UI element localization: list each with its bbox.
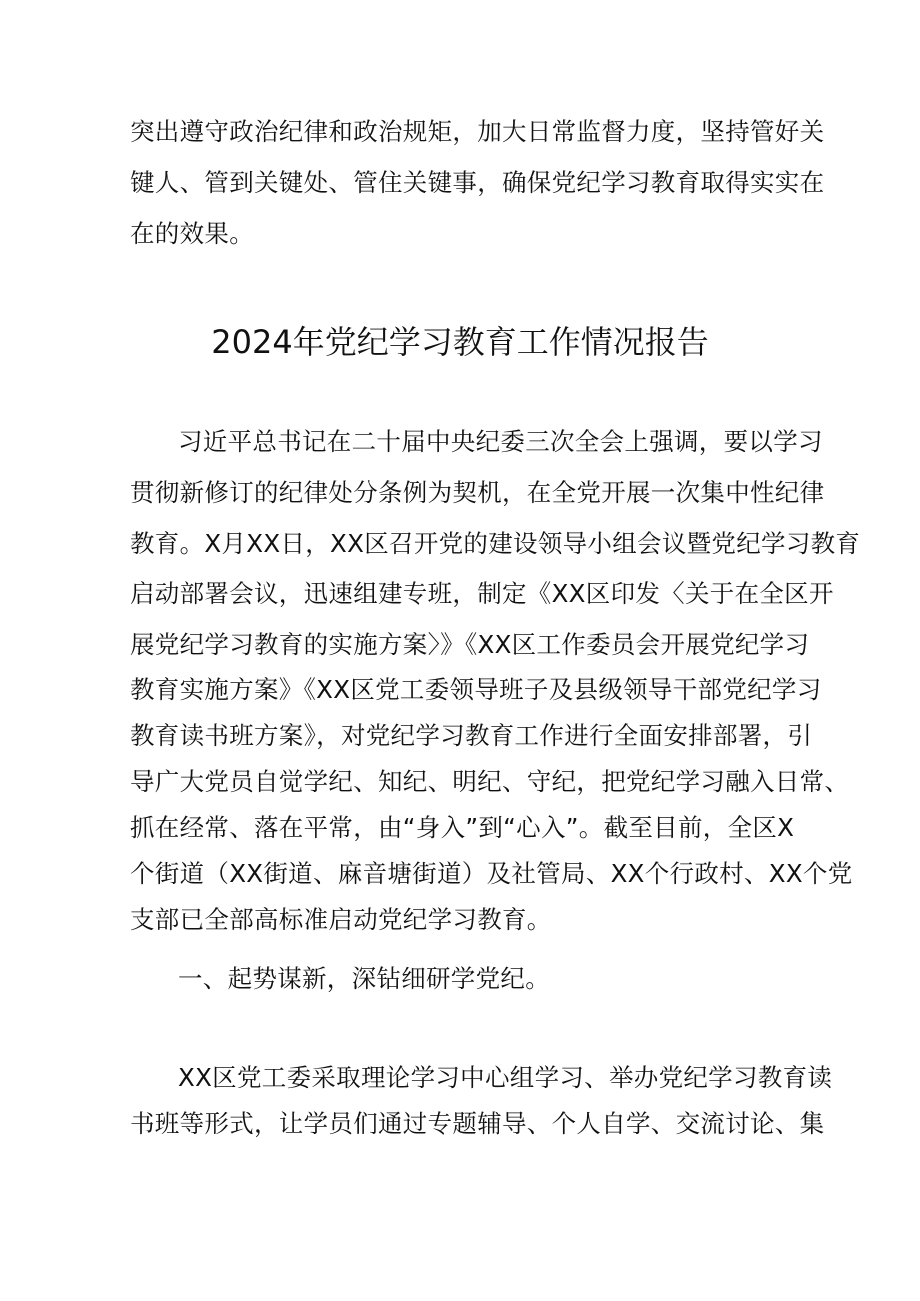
paragraph2-line-1: XX区党工委采取理论学习中心组学习、举办党纪学习教育读 — [178, 1063, 833, 1092]
paragraph1-line-3: 教育。X月XX日，XX区召开党的建设领导小组会议暨党纪学习教育 — [130, 529, 861, 558]
paragraph1-line-11: 支部已全部高标准启动党纪学习教育。 — [130, 905, 552, 934]
paragraph1-line-5: 展党纪学习教育的实施方案〉》《XX区工作委员会开展党纪学习 — [130, 630, 810, 659]
intro-line-1: 突出遵守政治纪律和政治规矩，加大日常监督力度，坚持管好关 — [130, 117, 825, 146]
paragraph1-line-8: 导广大党员自觉学纪、知纪、明纪、守纪，把党纪学习融入日常、 — [130, 767, 850, 796]
section-heading-1: 一、起势谋新，深钻细研学党纪。 — [178, 964, 550, 993]
paragraph1-line-10: 个街道（XX街道、麻音塘街道）及社管局、XX个行政村、XX个党 — [130, 859, 853, 888]
paragraph1-line-4: 启动部署会议，迅速组建专班，制定《XX区印发〈关于在全区开 — [130, 579, 834, 608]
paragraph1-line-9: 抓在经常、落在平常，由“身入”到“心入”。截至目前，全区X — [130, 813, 795, 842]
intro-line-2: 键人、管到关键处、管住关键事，确保党纪学习教育取得实实在 — [130, 168, 825, 197]
paragraph1-line-7: 教育读书班方案》，对党纪学习教育工作进行全面安排部署，引 — [130, 721, 813, 750]
intro-line-3: 在的效果。 — [130, 219, 254, 248]
paragraph1-line-6: 教育实施方案》《XX区党工委领导班子及县级领导干部党纪学习 — [130, 675, 822, 704]
paragraph2-line-2: 书班等形式，让学员们通过专题辅导、个人自学、交流讨论、集 — [130, 1109, 825, 1138]
paragraph1-line-1: 习近平总书记在二十届中央纪委三次全会上强调，要以学习 — [178, 427, 823, 456]
paragraph1-line-2: 贯彻新修订的纪律处分条例为契机，在全党开展一次集中性纪律 — [130, 478, 825, 507]
document-title: 2024年党纪学习教育工作情况报告 — [211, 323, 709, 361]
